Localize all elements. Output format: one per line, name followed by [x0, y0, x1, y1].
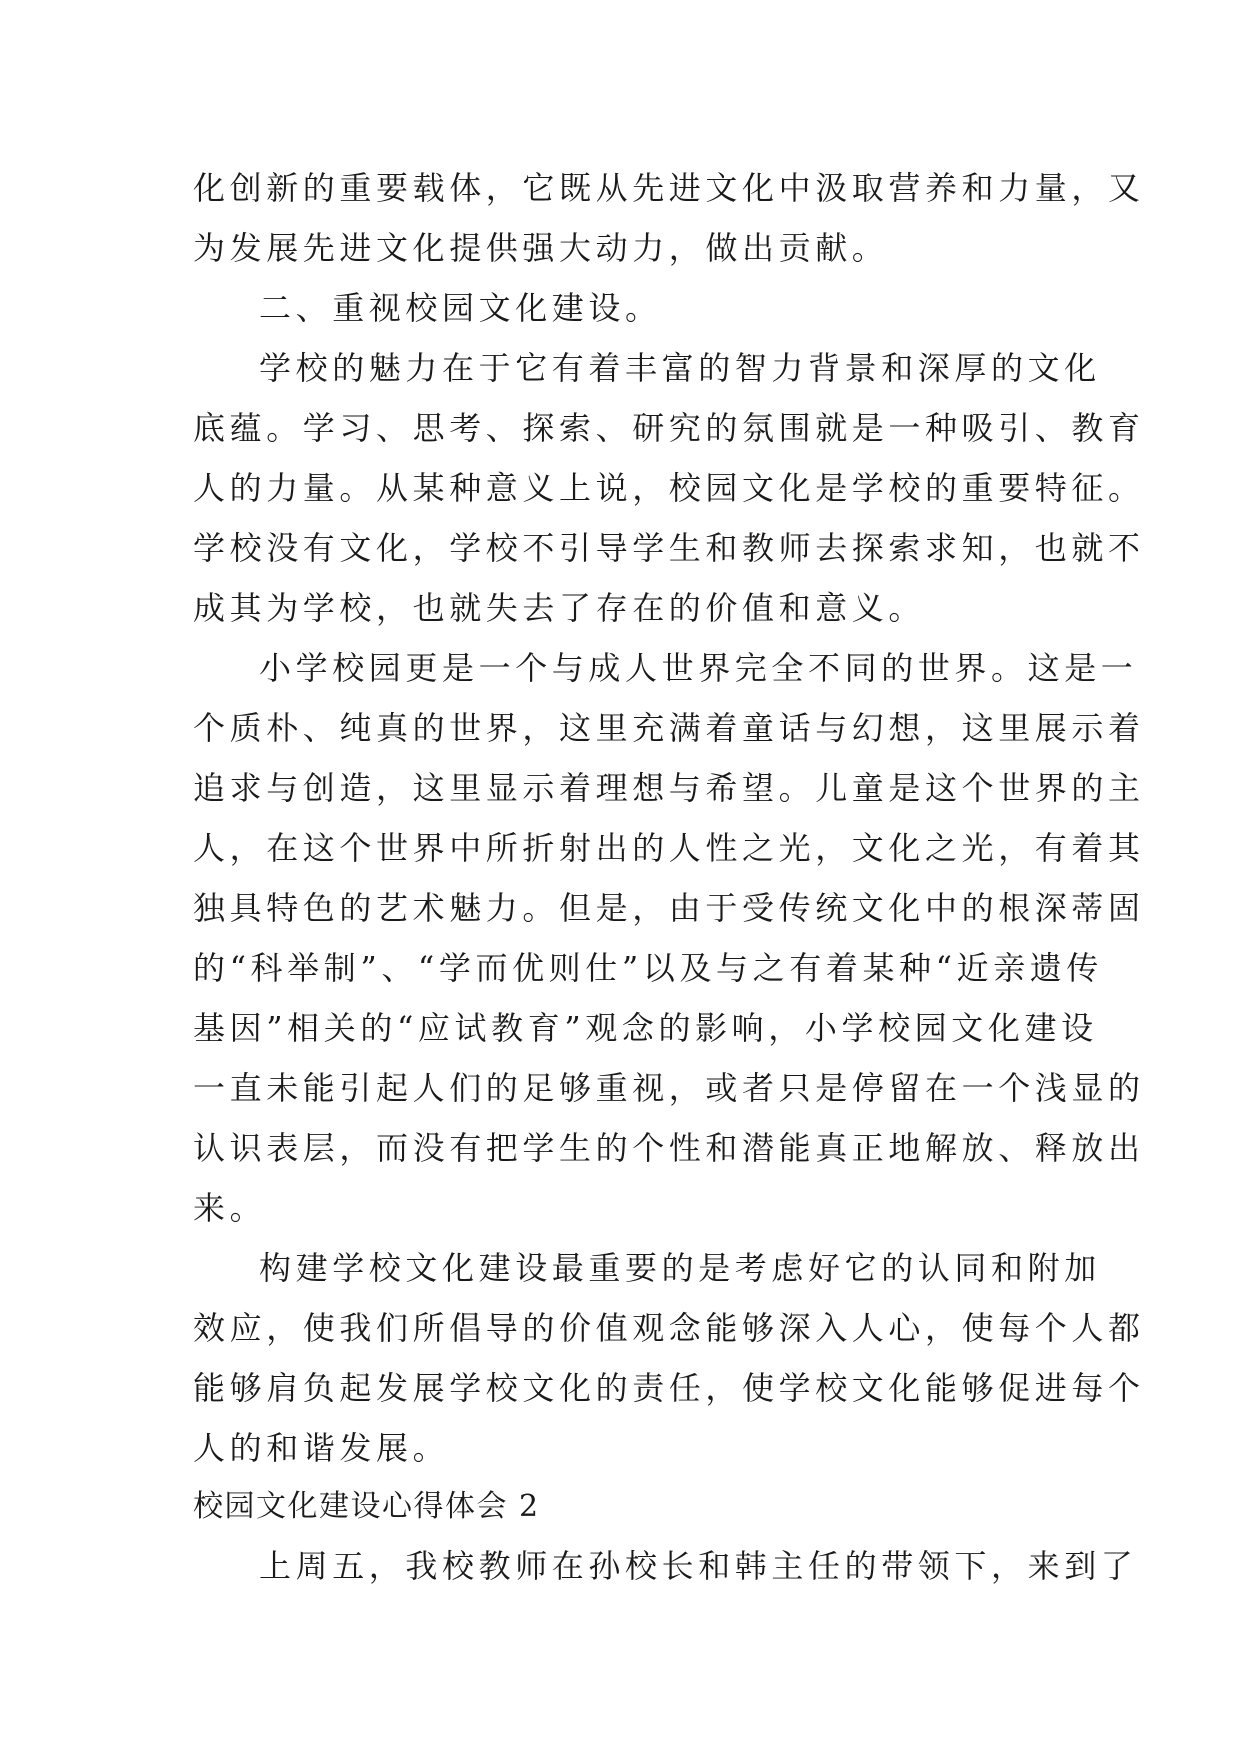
- text-line: 效应，使我们所倡导的价值观念能够深入人心，使每个人都: [193, 1309, 1145, 1347]
- text-line: 来。: [193, 1189, 267, 1227]
- text-line: 化创新的重要载体，它既从先进文化中汲取营养和力量，又: [193, 169, 1145, 207]
- text-line: 学校没有文化，学校不引导学生和教师去探索求知，也就不: [193, 529, 1145, 567]
- text-line: 能够肩负起发展学校文化的责任，使学校文化能够促进每个: [193, 1369, 1145, 1407]
- text-line: 基因”相关的“应试教育”观念的影响，小学校园文化建设: [193, 1009, 1098, 1047]
- paragraph-start: 学校的魅力在于它有着丰富的智力背景和深厚的文化: [259, 349, 1101, 387]
- text-line: 的“科举制”、“学而优则仕”以及与之有着某种“近亲遗传: [193, 949, 1103, 987]
- paragraph-start: 上周五，我校教师在孙校长和韩主任的带领下，来到了: [259, 1547, 1138, 1585]
- text-line: 认识表层，而没有把学生的个性和潜能真正地解放、释放出: [193, 1129, 1145, 1167]
- paragraph-start: 构建学校文化建设最重要的是考虑好它的认同和附加: [259, 1249, 1101, 1287]
- text-line: 成其为学校，也就失去了存在的价值和意义。: [193, 589, 926, 627]
- text-line: 一直未能引起人们的足够重视，或者只是停留在一个浅显的: [193, 1069, 1145, 1107]
- text-line: 个质朴、纯真的世界，这里充满着童话与幻想，这里展示着: [193, 709, 1145, 747]
- text-line: 人，在这个世界中所折射出的人性之光，文化之光，有着其: [193, 829, 1145, 867]
- text-line: 为发展先进文化提供强大动力，做出贡献。: [193, 229, 889, 267]
- paragraph-start: 小学校园更是一个与成人世界完全不同的世界。这是一: [259, 649, 1138, 687]
- text-line: 追求与创造，这里显示着理想与希望。儿童是这个世界的主: [193, 769, 1145, 807]
- section-title: 校园文化建设心得体会 2: [193, 1489, 540, 1524]
- text-line: 人的和谐发展。: [193, 1429, 450, 1467]
- text-line: 底蕴。学习、思考、探索、研究的氛围就是一种吸引、教育: [193, 409, 1145, 447]
- document-body: [193, 158, 1145, 1596]
- text-line: 人的力量。从某种意义上说，校园文化是学校的重要特征。: [193, 469, 1145, 507]
- section-heading: 二、重视校园文化建设。: [259, 289, 662, 327]
- text-line: 独具特色的艺术魅力。但是，由于受传统文化中的根深蒂固: [193, 889, 1145, 927]
